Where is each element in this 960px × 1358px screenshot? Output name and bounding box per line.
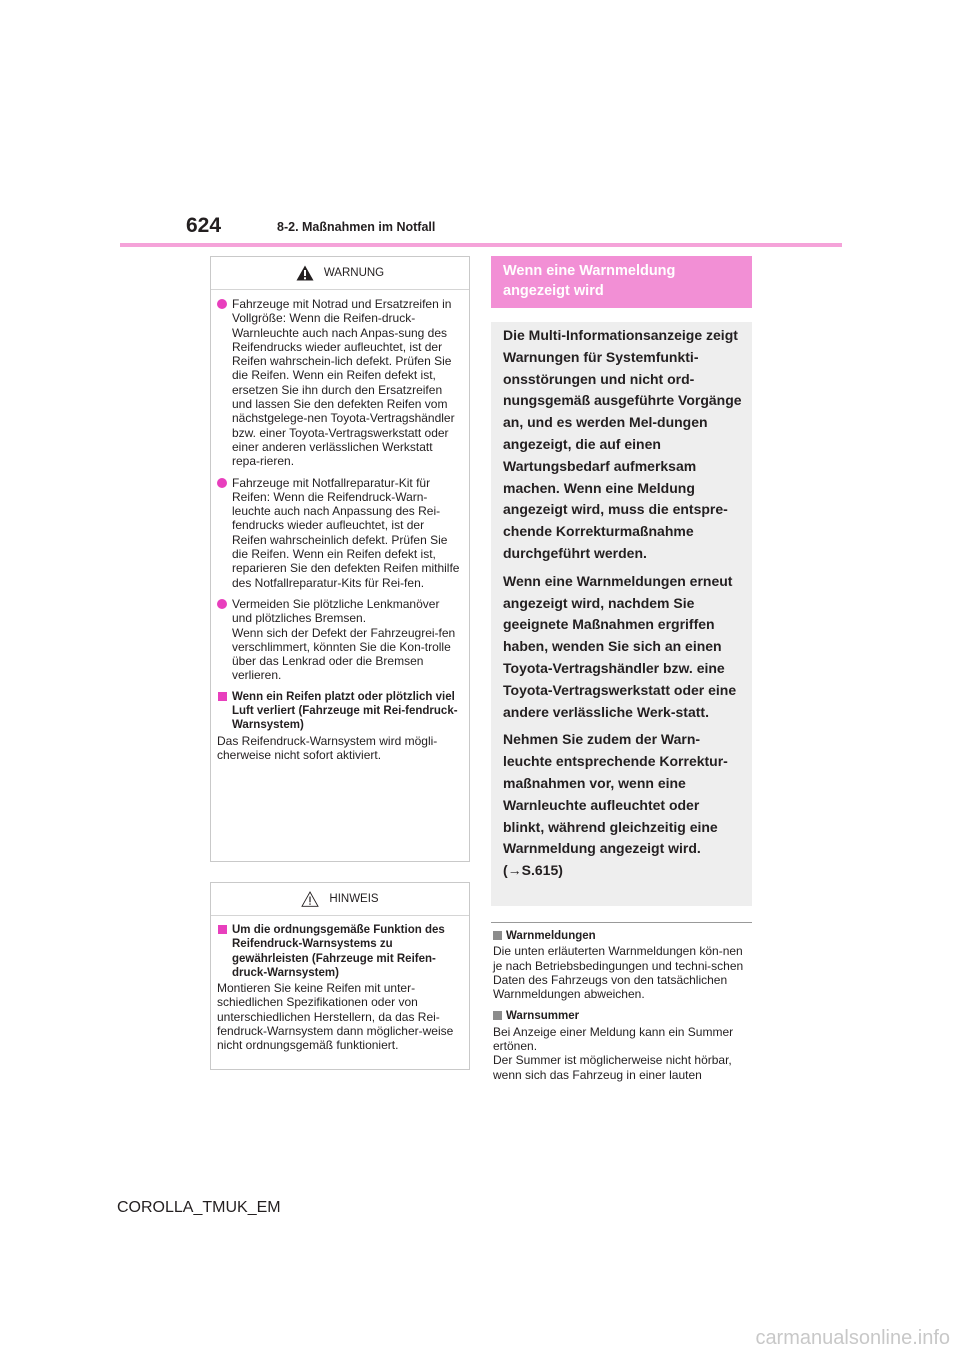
hint-text: Montieren Sie keine Reifen mit unter-schiedlichen Spezifikationen oder von unterschiedlichen Herstellern, da das Rei-fendruck-Warnsystem dann möglicher-weise nicht ordnungsgemäß funktioniert. — [217, 981, 454, 1053]
info-paragraph: Wenn eine Warnmeldungen erneut angezeigt wird, nachdem Sie geeignete Maßnahmen ergriffen haben, wenden Sie sich an einen Toyota-Vertragshändler bzw. eine Toyota-Vertragswerkstatt oder eine andere verlässliche Werk-statt. — [503, 572, 737, 720]
bullet-dot-icon — [217, 599, 227, 609]
warning-triangle-icon — [296, 265, 314, 281]
warning-heading — [217, 690, 462, 733]
right-section-title: Wenn eine Warnmeldung angezeigt wird — [491, 256, 752, 308]
bullet-dot-icon — [217, 478, 227, 488]
warnsummer-heading-text: Warnsummer — [506, 1010, 580, 1023]
warnmeldungen-heading — [493, 929, 751, 943]
square-bullet-icon — [218, 692, 227, 701]
warnsummer-heading — [493, 1009, 751, 1023]
right-divider — [491, 922, 752, 923]
hint-heading — [217, 923, 462, 980]
info-panel — [491, 322, 752, 906]
square-bullet-icon — [493, 1011, 502, 1020]
info-paragraph: Die Multi-Informationsanzeige zeigt Warnungen für Systemfunkti-onsstörungen und nicht ord-nungsgemäß ausgeführte Vorgänge an, und es werden Mel-dungen angezeigt, die auf einen Wartungsbedarf aufmerksam machen. Wenn eine Meldung angezeigt wird, muss die entspre-chende Korrekturmaßnahme durchgeführt werden. — [503, 327, 742, 561]
square-bullet-icon — [493, 931, 502, 940]
warning-bullet-text: Fahrzeuge mit Notrad und Ersatzreifen in Vollgröße: Wenn die Reifen-druck-Warnleuchte auch nach Anpas-sung des Reifendrucks wieder aufleuchtet, ist der Reifen wahrschein-lich defekt. Prüfen Sie die Reifen. Wenn ein Reifen defekt ist, ersetzen Sie ihn durch den Ersatzreifen und lassen Sie den defekten Reifen vom nächstgelege-nen Toyota-Vertragshändler bzw. einer Toyota-Vertragswerkstatt oder einer anderen verlässlichen Werkstatt repa-rieren. — [232, 297, 455, 469]
warning-bullet-text: Fahrzeuge mit Notfallreparatur-Kit für Reifen: Wenn die Reifendruck-Warn-leuchte auch nach Anpassung des Rei-fendrucks wieder aufleuchtet, ist der Reifen wahrscheinlich defekt. Prüfen Sie die Reifen. Wenn ein Reifen defekt ist, reparieren Sie den defekten Reifen mithilfe des Notfallreparatur-Kits für Rei-fen. — [232, 475, 460, 590]
page-number: 624 — [186, 214, 222, 237]
warnsummer-text: Bei Anzeige einer Meldung kann ein Summer ertönen. — [493, 1024, 734, 1054]
model-code: COROLLA_TMUK_EM — [117, 1199, 281, 1216]
warning-box-body — [211, 290, 469, 762]
warning-bullet-text: Vermeiden Sie plötzliche Lenkmanöver und plötzliches Bremsen. — [232, 596, 440, 626]
warnmeldungen-text: Die unten erläuterten Warnmeldungen kön-nen je nach Betriebsbedingungen und techni-schen Daten des Fahrzeugs von den tatsächlichen Warnmeldungen abweichen. — [493, 944, 744, 1002]
warning-bullet — [217, 476, 462, 590]
page-reference-link[interactable]: (→S.615) — [503, 862, 563, 879]
caution-triangle-icon — [301, 891, 319, 907]
warning-box-header — [211, 257, 469, 290]
section-title: 8-2. Maßnahmen im Notfall — [277, 220, 436, 234]
warnsummer-text: Der Summer ist möglicherweise nicht hörbar, wenn sich das Fahrzeug in einer lauten — [493, 1053, 732, 1082]
square-bullet-icon — [218, 925, 227, 934]
header-rule — [120, 243, 842, 247]
warnmeldungen-heading-text: Warnmeldungen — [506, 930, 596, 942]
hint-box — [210, 882, 470, 1070]
hint-box-header — [211, 883, 469, 916]
bullet-dot-icon — [217, 299, 227, 309]
right-text-block — [493, 929, 751, 1082]
warning-text: Das Reifendruck-Warnsystem wird mögli-cherweise nicht sofort aktiviert. — [217, 733, 438, 762]
hint-title: HINWEIS — [329, 893, 379, 905]
warning-box — [210, 256, 470, 862]
hint-heading-text: Um die ordnungsgemäße Funktion des Reifendruck-Warnsystems zu gewährleisten (Fahrzeuge mit Reifen-druck-Warnsystem) — [232, 924, 445, 979]
warning-bullet — [217, 297, 462, 469]
watermark: carmanualsonline.info — [755, 1327, 950, 1349]
warning-heading-text: Wenn ein Reifen platzt oder plötzlich viel Luft verliert (Fahrzeuge mit Rei-fendruck-Warnsystem) — [232, 690, 458, 732]
warning-bullet-text: Wenn sich der Defekt der Fahrzeugrei-fen verschlimmert, könnten Sie die Kon-trolle über das Lenkrad oder die Bremsen verlieren. — [232, 625, 456, 683]
warning-title: WARNUNG — [323, 267, 385, 279]
hint-box-body — [211, 916, 469, 1053]
warning-bullet — [217, 597, 462, 683]
info-paragraph: Nehmen Sie zudem der Warn-leuchte entsprechende Korrektur-maßnahmen vor, wenn eine Warnleuchte aufleuchtet oder blinkt, während gleichzeitig eine Warnmeldung angezeigt wird. — [503, 731, 728, 857]
